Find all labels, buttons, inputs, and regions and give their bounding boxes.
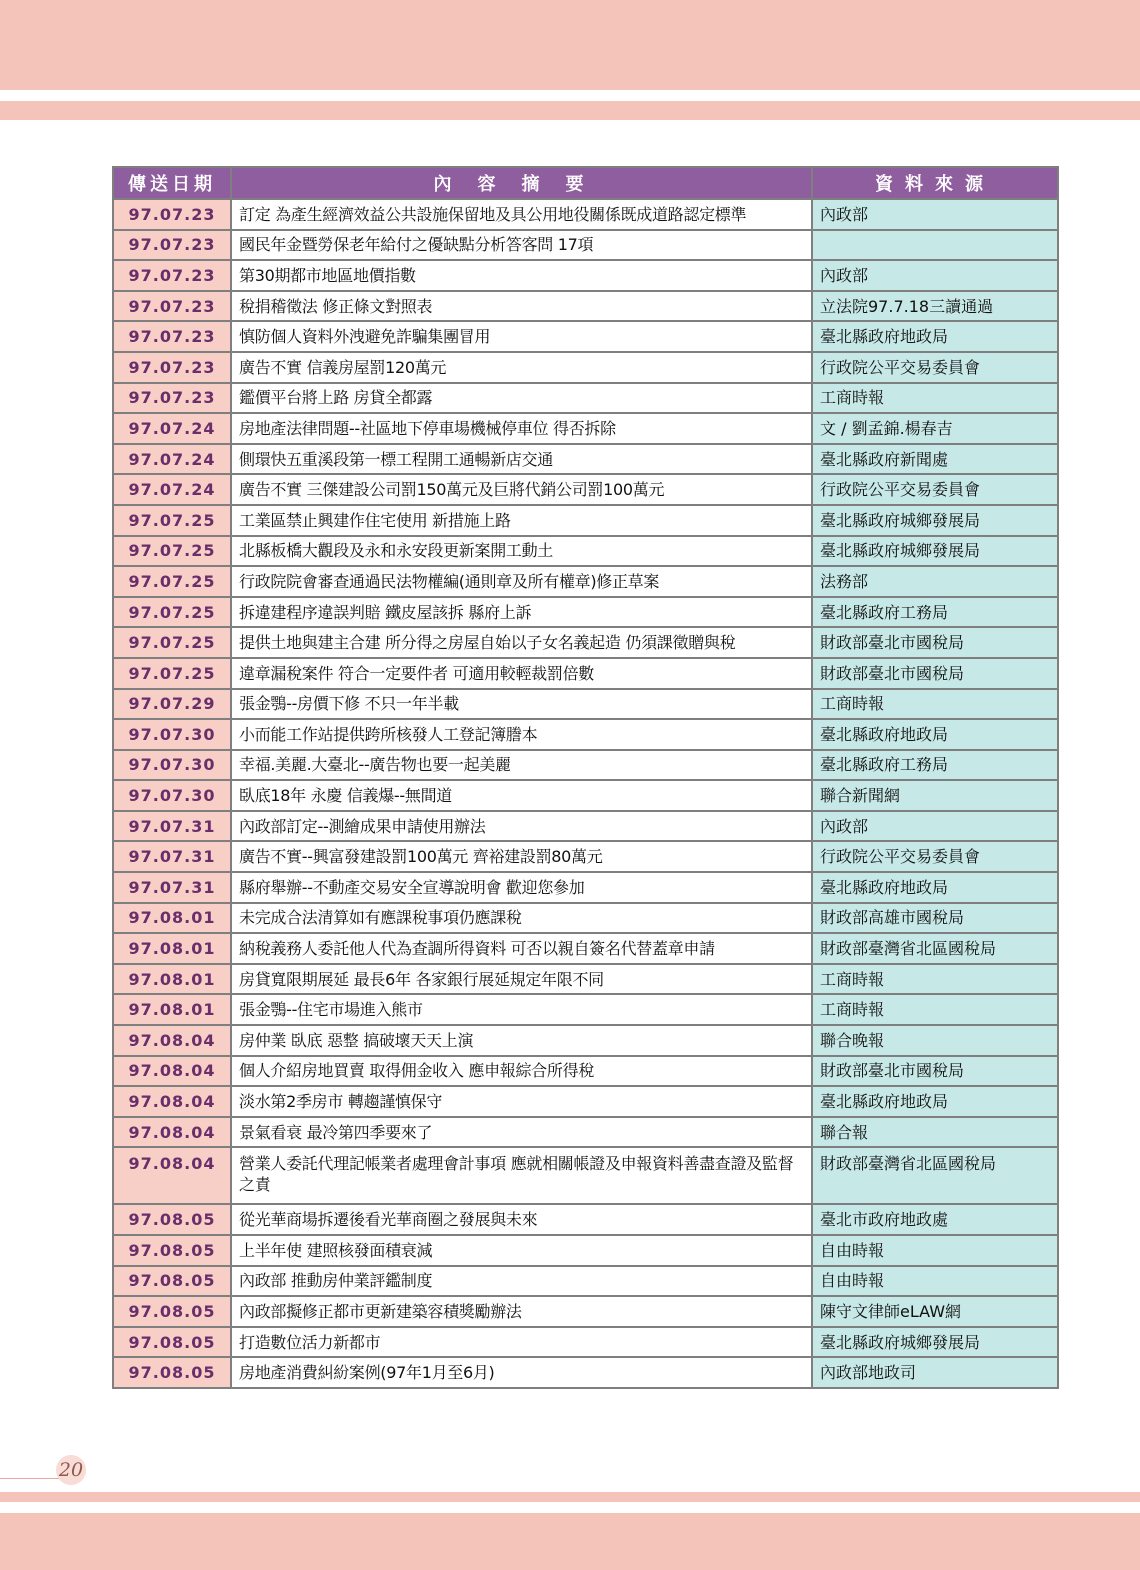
source-cell: 行政院公平交易委員會 [812,352,1058,383]
date-cell: 97.07.30 [113,750,231,781]
date-cell: 97.07.31 [113,841,231,872]
summary-cell: 臥底18年 永慶 信義爆--無間道 [231,780,812,811]
source-cell: 財政部臺北市國稅局 [812,1056,1058,1087]
source-cell: 法務部 [812,566,1058,597]
summary-cell: 第30期都市地區地價指數 [231,260,812,291]
table-row [113,199,1058,230]
summary-cell: 個人介紹房地買賣 取得佣金收入 應申報綜合所得稅 [231,1056,812,1087]
summary-cell: 小而能工作站提供跨所核發人工登記簿謄本 [231,719,812,750]
table-row [113,933,1058,964]
page-number-line [0,1478,60,1479]
table-row [113,230,1058,261]
date-cell: 97.07.23 [113,230,231,261]
source-cell: 臺北市政府地政處 [812,1204,1058,1235]
table-row [113,1296,1058,1327]
summary-cell: 房仲業 臥底 惡整 搞破壞天天上演 [231,1025,812,1056]
source-cell [812,230,1058,261]
date-cell: 97.08.05 [113,1327,231,1358]
source-cell: 臺北縣政府城鄉發展局 [812,536,1058,567]
table-row [113,811,1058,842]
table-row [113,1327,1058,1358]
table-row [113,1025,1058,1056]
summary-cell: 側環快五重溪段第一標工程開工通暢新店交通 [231,444,812,475]
date-cell: 97.07.30 [113,780,231,811]
date-cell: 97.07.25 [113,658,231,689]
summary-cell: 張金鶚--房價下修 不只一年半載 [231,689,812,720]
table-row [113,903,1058,934]
date-cell: 97.07.23 [113,383,231,414]
source-cell: 臺北縣政府工務局 [812,750,1058,781]
summary-cell: 縣府舉辦--不動產交易安全宣導說明會 歡迎您參加 [231,872,812,903]
table-row [113,1086,1058,1117]
date-cell: 97.07.24 [113,413,231,444]
date-cell: 97.08.05 [113,1266,231,1297]
summary-cell: 慎防個人資料外洩避免詐騙集團冒用 [231,321,812,352]
table-row [113,627,1058,658]
summary-cell: 房地產消費糾紛案例(97年1月至6月) [231,1357,812,1388]
table-row [113,658,1058,689]
source-cell: 內政部 [812,199,1058,230]
table-header-row [113,167,1058,199]
date-cell: 97.07.25 [113,536,231,567]
date-cell: 97.07.29 [113,689,231,720]
table-row [113,291,1058,322]
table-row [113,750,1058,781]
summary-cell: 內政部擬修正都市更新建築容積獎勵辦法 [231,1296,812,1327]
table-row [113,964,1058,995]
table-row [113,444,1058,475]
summary-cell: 上半年使 建照核發面積衰減 [231,1235,812,1266]
source-cell: 財政部臺灣省北區國稅局 [812,933,1058,964]
date-cell: 97.07.24 [113,474,231,505]
source-cell: 陳守文律師eLAW網 [812,1296,1058,1327]
source-cell: 行政院公平交易委員會 [812,474,1058,505]
table-row [113,352,1058,383]
source-cell: 工商時報 [812,383,1058,414]
date-cell: 97.08.05 [113,1235,231,1266]
summary-cell: 營業人委託代理記帳業者處理會計事項 應就相關帳證及申報資料善盡查證及監督之責 [231,1147,812,1204]
table-row [113,1204,1058,1235]
source-cell: 內政部 [812,260,1058,291]
summary-cell: 工業區禁止興建作住宅使用 新措施上路 [231,505,812,536]
date-cell: 97.07.31 [113,811,231,842]
source-cell: 立法院97.7.18三讀通過 [812,291,1058,322]
table-row [113,536,1058,567]
table-row [113,597,1058,628]
source-cell: 行政院公平交易委員會 [812,841,1058,872]
date-cell: 97.07.23 [113,291,231,322]
date-cell: 97.07.23 [113,199,231,230]
source-cell: 臺北縣政府城鄉發展局 [812,505,1058,536]
source-cell: 財政部臺灣省北區國稅局 [812,1147,1058,1204]
date-cell: 97.07.31 [113,872,231,903]
source-cell: 臺北縣政府地政局 [812,1086,1058,1117]
date-cell: 97.08.01 [113,964,231,995]
date-cell: 97.08.01 [113,933,231,964]
table-row [113,841,1058,872]
table-row [113,689,1058,720]
summary-cell: 房貸寬限期展延 最長6年 各家銀行展延規定年限不同 [231,964,812,995]
top-decorative-band [0,0,1140,90]
table-row [113,413,1058,444]
source-cell: 臺北縣政府地政局 [812,321,1058,352]
summary-cell: 違章漏稅案件 符合一定要件者 可適用較輕裁罰倍數 [231,658,812,689]
summary-cell: 內政部 推動房仲業評鑑制度 [231,1266,812,1297]
summary-cell: 淡水第2季房市 轉趨謹慎保守 [231,1086,812,1117]
date-cell: 97.08.01 [113,903,231,934]
table-row [113,383,1058,414]
summary-cell: 訂定 為產生經濟效益公共設施保留地及具公用地役關係既成道路認定標準 [231,199,812,230]
source-cell: 臺北縣政府城鄉發展局 [812,1327,1058,1358]
page-number: 20 [56,1455,86,1485]
source-cell: 自由時報 [812,1266,1058,1297]
table-row [113,994,1058,1025]
table-row [113,1117,1058,1148]
source-cell: 自由時報 [812,1235,1058,1266]
summary-cell: 提供土地與建主合建 所分得之房屋自始以子女名義起造 仍須課徵贈與稅 [231,627,812,658]
date-cell: 97.07.23 [113,321,231,352]
summary-cell: 打造數位活力新都市 [231,1327,812,1358]
source-cell: 財政部臺北市國稅局 [812,627,1058,658]
source-cell: 財政部高雄市國稅局 [812,903,1058,934]
source-cell: 臺北縣政府工務局 [812,597,1058,628]
table-row [113,1147,1058,1204]
summary-cell: 鑑價平台將上路 房貸全都露 [231,383,812,414]
date-cell: 97.07.30 [113,719,231,750]
column-header-source: 資料來源 [812,167,1058,199]
column-header-date: 傳送日期 [113,167,231,199]
news-table [112,166,1059,1389]
summary-cell: 景氣看衰 最冷第四季要來了 [231,1117,812,1148]
date-cell: 97.08.04 [113,1147,231,1204]
source-cell: 內政部 [812,811,1058,842]
summary-cell: 納稅義務人委託他人代為查調所得資料 可否以親自簽名代替蓋章申請 [231,933,812,964]
source-cell: 臺北縣政府新聞處 [812,444,1058,475]
table-row [113,1357,1058,1388]
summary-cell: 從光華商場拆遷後看光華商圈之發展與未來 [231,1204,812,1235]
source-cell: 工商時報 [812,689,1058,720]
column-header-summary: 內容摘要 [231,167,812,199]
date-cell: 97.08.05 [113,1296,231,1327]
summary-cell: 拆違建程序違誤判賠 鐵皮屋該拆 縣府上訴 [231,597,812,628]
source-cell: 工商時報 [812,964,1058,995]
summary-cell: 行政院院會審查通過民法物權編(通則章及所有權章)修正草案 [231,566,812,597]
summary-cell: 張金鶚--住宅市場進入熊市 [231,994,812,1025]
date-cell: 97.07.25 [113,566,231,597]
date-cell: 97.08.05 [113,1357,231,1388]
date-cell: 97.07.25 [113,505,231,536]
table-row [113,1266,1058,1297]
summary-cell: 內政部訂定--測繪成果申請使用辦法 [231,811,812,842]
top-decorative-stripe [0,101,1140,120]
date-cell: 97.07.25 [113,597,231,628]
table-row [113,1235,1058,1266]
source-cell: 臺北縣政府地政局 [812,872,1058,903]
date-cell: 97.08.04 [113,1025,231,1056]
summary-cell: 稅捐稽徵法 修正條文對照表 [231,291,812,322]
bottom-decorative-stripe [0,1492,1140,1502]
date-cell: 97.08.01 [113,994,231,1025]
source-cell: 聯合報 [812,1117,1058,1148]
table-row [113,872,1058,903]
table-row [113,321,1058,352]
date-cell: 97.08.05 [113,1204,231,1235]
summary-cell: 國民年金暨勞保老年給付之優缺點分析答客問 17項 [231,230,812,261]
table-row [113,780,1058,811]
summary-cell: 廣告不實--興富發建設罰100萬元 齊裕建設罰80萬元 [231,841,812,872]
source-cell: 聯合新聞網 [812,780,1058,811]
source-cell: 臺北縣政府地政局 [812,719,1058,750]
summary-cell: 廣告不實 信義房屋罰120萬元 [231,352,812,383]
date-cell: 97.08.04 [113,1056,231,1087]
table-row [113,566,1058,597]
summary-cell: 房地產法律問題--社區地下停車場機械停車位 得否拆除 [231,413,812,444]
source-cell: 財政部臺北市國稅局 [812,658,1058,689]
source-cell: 內政部地政司 [812,1357,1058,1388]
date-cell: 97.08.04 [113,1117,231,1148]
table-row [113,719,1058,750]
table-row [113,260,1058,291]
date-cell: 97.07.23 [113,260,231,291]
table-row [113,1056,1058,1087]
date-cell: 97.07.25 [113,627,231,658]
summary-cell: 未完成合法清算如有應課稅事項仍應課稅 [231,903,812,934]
summary-cell: 北縣板橋大觀段及永和永安段更新案開工動土 [231,536,812,567]
source-cell: 聯合晚報 [812,1025,1058,1056]
date-cell: 97.08.04 [113,1086,231,1117]
summary-cell: 幸福.美麗.大臺北--廣告物也要一起美麗 [231,750,812,781]
date-cell: 97.07.24 [113,444,231,475]
table-row [113,505,1058,536]
summary-cell: 廣告不實 三傑建設公司罰150萬元及巨將代銷公司罰100萬元 [231,474,812,505]
table-row [113,474,1058,505]
date-cell: 97.07.23 [113,352,231,383]
source-cell: 文 / 劉孟錦.楊春吉 [812,413,1058,444]
source-cell: 工商時報 [812,994,1058,1025]
bottom-decorative-band [0,1513,1140,1570]
